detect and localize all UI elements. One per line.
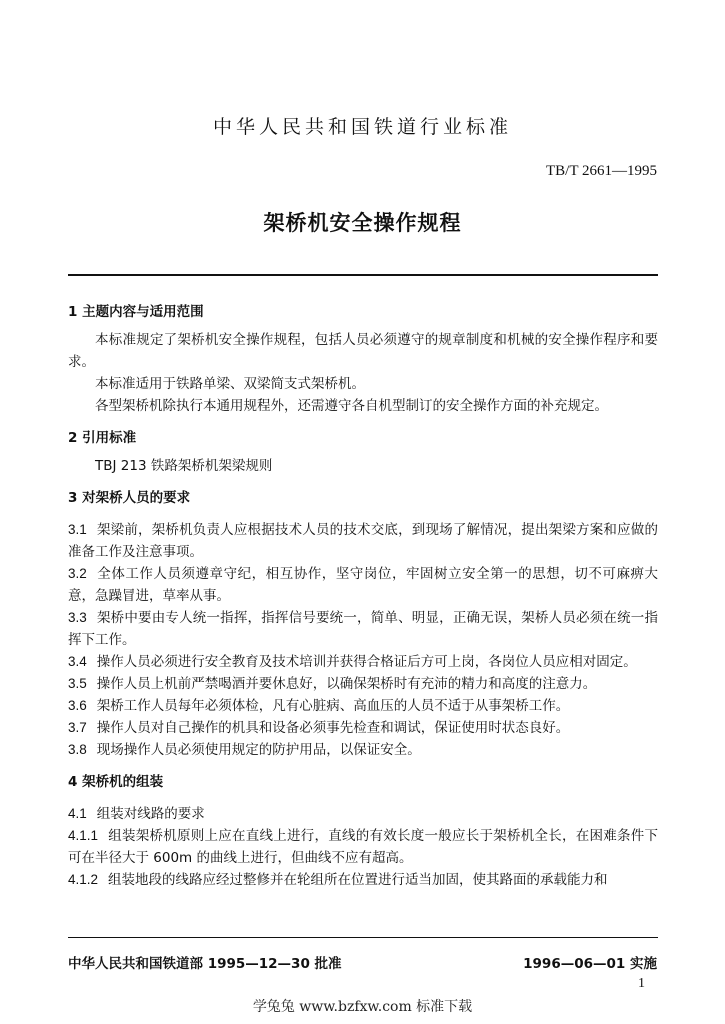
clause-text: 现场操作人员必须使用规定的防护用品，以保证安全。 [96, 742, 421, 758]
issuing-organization: 中华人民共和国铁道行业标准 [212, 116, 512, 138]
site-watermark: 学兔兔 www.bzfxw.com 标准下载 [252, 999, 473, 1015]
referenced-standard: TBJ 213 铁路架桥机架梁规则 [95, 458, 273, 474]
footer-divider [68, 937, 658, 938]
section-3 [68, 487, 658, 761]
section-1 [68, 301, 658, 417]
clause-number: 3.8 [68, 742, 87, 757]
clause-text: 组装地段的线路应经过整修并在轮组所在位置进行适当加固，使其路面的承载能力和 [108, 872, 608, 888]
section-heading: 4 架桥机的组装 [68, 774, 164, 790]
clause [68, 563, 658, 607]
clause-number: 3.3 [68, 610, 87, 625]
clause [68, 651, 658, 673]
clause-text: 组装对线路的要求 [96, 806, 205, 822]
effective-date: 1996—06—01 实施 [523, 956, 657, 972]
clause [68, 717, 658, 739]
clause-number: 3.5 [68, 676, 87, 691]
clause-number: 3.4 [68, 654, 87, 669]
title-divider [68, 274, 658, 276]
section-4 [68, 771, 658, 891]
clause [68, 673, 658, 695]
clause-number: 3.2 [68, 566, 87, 581]
approval-line: 中华人民共和国铁道部 1995—12—30 批准 [68, 956, 342, 972]
clause-text: 全体工作人员须遵章守纪，相互协作，坚守岗位，牢固树立安全第一的思想，切不可麻痹大意，急躁冒进，草率从事。 [68, 566, 658, 604]
clause-text: 架梁前，架桥机负责人应根据技术人员的技术交底，到现场了解情况，提出架梁方案和应做的准备工作及注意事项。 [68, 522, 658, 560]
clause-text: 操作人员必须进行安全教育及技术培训并获得合格证后方可上岗，各岗位人员应相对固定。 [96, 654, 637, 670]
clause [68, 825, 658, 869]
clause [68, 519, 658, 563]
standard-code: TB/T 2661—1995 [546, 163, 657, 179]
clause-text: 组装架桥机原则上应在直线上进行，直线的有效长度一般应长于架桥机全长，在困难条件下可在半径大于 600m 的曲线上进行，但曲线不应有超高。 [68, 828, 658, 866]
clause-number: 4.1.1 [68, 828, 99, 843]
paragraph: 本标准适用于铁路单梁、双梁简支式架桥机。 [95, 376, 365, 392]
clause [68, 739, 658, 761]
clause-number: 3.7 [68, 720, 87, 735]
document-body [68, 301, 658, 891]
clause [68, 803, 658, 825]
document-title: 架桥机安全操作规程 [263, 211, 462, 235]
clause-text: 架桥中要由专人统一指挥，指挥信号要统一，简单、明显，正确无误，架桥人员必须在统一指挥下工作。 [68, 610, 658, 648]
clause-text: 操作人员上机前严禁喝酒并要休息好，以确保架桥时有充沛的精力和高度的注意力。 [96, 676, 597, 692]
clause-number: 4.1.2 [68, 872, 99, 887]
section-heading: 2 引用标准 [68, 430, 137, 446]
clause [68, 695, 658, 717]
paragraph: 本标准规定了架桥机安全操作规程，包括人员必须遵守的规章制度和机械的安全操作程序和要求。 [68, 332, 658, 370]
clause-number: 3.6 [68, 698, 87, 713]
page-number: 1 [638, 976, 645, 991]
paragraph: 各型架桥机除执行本通用规程外，还需遵守各自机型制订的安全操作方面的补充规定。 [95, 398, 608, 414]
clause-number: 4.1 [68, 806, 87, 821]
clause [68, 607, 658, 651]
clause [68, 869, 658, 891]
clause-text: 操作人员对自己操作的机具和设备必须事先检查和调试，保证使用时状态良好。 [96, 720, 570, 736]
section-heading: 3 对架桥人员的要求 [68, 490, 191, 506]
section-heading: 1 主题内容与适用范围 [68, 304, 204, 320]
clause-text: 架桥工作人员每年必须体检，凡有心脏病、高血压的人员不适于从事架桥工作。 [96, 698, 570, 714]
clause-number: 3.1 [68, 522, 87, 537]
section-2 [68, 427, 658, 477]
